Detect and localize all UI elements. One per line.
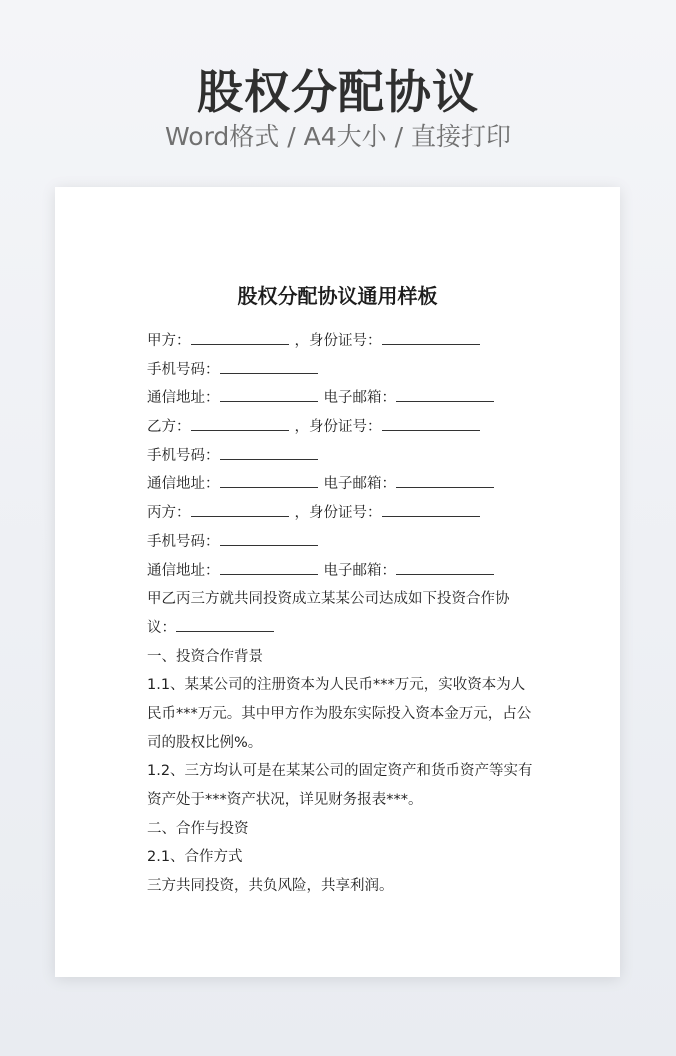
clause-2-1-text: 三方共同投资，共负风险，共享利润。 [147,878,394,895]
party-b-id-blank [382,415,480,431]
party-b-email-blank [396,472,494,488]
page-subtitle: Word格式 / A4大小 / 直接打印 [165,122,511,151]
party-a-phone-blank [220,358,318,374]
party-c-address-line [147,557,537,586]
party-b-address-blank [220,472,318,488]
intro-blank [176,616,274,632]
party-b-name-blank [191,415,289,431]
party-a-phone-label: 手机号码： [147,361,220,378]
party-b-email-label: 电子邮箱： [323,476,396,493]
party-c-address-label: 通信地址： [147,562,220,579]
page-header [0,0,676,180]
party-b-phone-label: 手机号码： [147,447,220,464]
party-c-name-blank [191,501,289,517]
party-a-id-label: ，身份证号： [294,333,382,349]
intro-line-2 [147,614,537,643]
document-page [55,187,620,977]
intro-line-1: 甲乙丙三方就共同投资成立某某公司达成如下投资合作协 [147,591,510,608]
intro-line-2-text: 议： [147,619,176,636]
party-a-email-blank [396,386,494,402]
document-body [147,327,537,901]
section-2-heading: 二、合作与投资 [147,820,249,837]
party-b-id-label: ，身份证号： [294,419,382,436]
party-a-email-label: 电子邮箱： [323,390,396,407]
party-a-label: 甲方： [147,333,191,349]
party-a-phone-line [147,356,537,385]
party-a-address-label: 通信地址： [147,390,220,407]
party-b-label: 乙方： [147,419,191,436]
party-a-id-blank [382,329,480,345]
party-a-name-blank [191,329,289,345]
party-c-phone-label: 手机号码： [147,533,220,550]
party-b-line [147,413,537,442]
party-b-phone-line [147,442,537,471]
document-title: 股权分配协议通用样板 [237,284,438,308]
party-a-address-blank [220,386,318,402]
party-c-phone-blank [220,530,318,546]
party-a-line [147,327,537,356]
party-c-email-blank [396,559,494,575]
party-a-address-line [147,384,537,413]
clause-1-1: 1.1、某某公司的注册资本为人民币***万元，实收资本为人民币***万元。其中甲方作为股东实际投入资本金万元，占公司的股权比例%。 [147,677,532,751]
party-c-line [147,499,537,528]
party-c-phone-line [147,528,537,557]
party-c-id-blank [382,501,480,517]
clause-1-2: 1.2、三方均认可是在某某公司的固定资产和货币资产等实有资产处于***资产状况，详见财务报表***。 [147,763,533,809]
party-c-email-label: 电子邮箱： [323,562,396,579]
party-b-address-label: 通信地址： [147,476,220,493]
party-b-address-line [147,470,537,499]
party-c-address-blank [220,559,318,575]
section-1-heading: 一、投资合作背景 [147,648,263,665]
party-b-phone-blank [220,444,318,460]
clause-2-1-heading: 2.1、合作方式 [147,849,243,866]
party-c-id-label: ，身份证号： [294,505,382,522]
page-title: 股权分配协议 [197,65,479,119]
party-c-label: 丙方： [147,505,191,522]
